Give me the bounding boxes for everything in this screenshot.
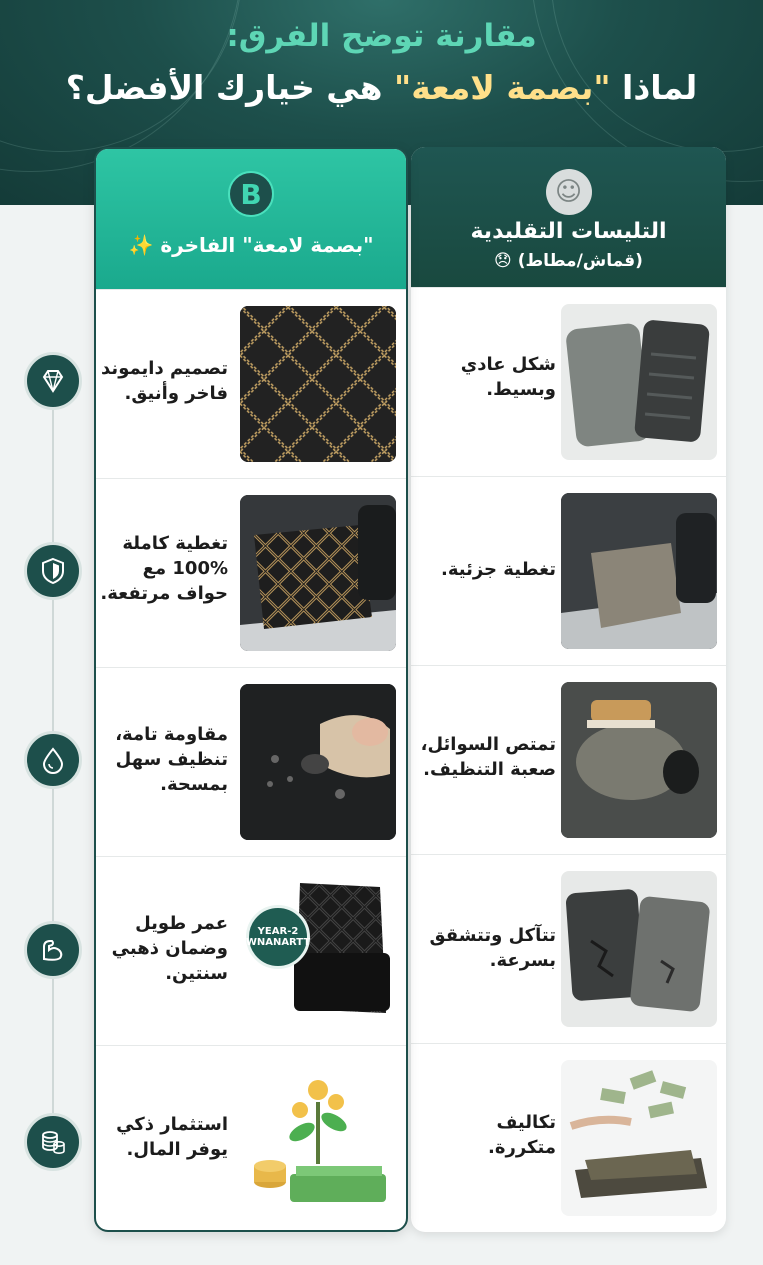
page-title-line1: مقارنة توضح الفرق: bbox=[226, 18, 537, 54]
traditional-row bbox=[411, 476, 726, 666]
brand-row bbox=[96, 289, 406, 479]
full-coverage-image bbox=[240, 495, 396, 651]
row-text: تتآكل وتتشقق بسرعة. bbox=[429, 925, 556, 971]
brand-row bbox=[96, 667, 406, 857]
row-text: تغطية جزئية. bbox=[440, 559, 556, 580]
traditional-column bbox=[411, 147, 726, 1232]
coins-icon bbox=[24, 1113, 82, 1171]
row-text: تصميم دايموند فاخر وأنيق. bbox=[101, 358, 228, 404]
page-title-line2: لماذا "بصمة لامعة" هي خيارك الأفضل؟ bbox=[65, 68, 698, 107]
traditional-row bbox=[411, 1043, 726, 1232]
row-text: تكاليف متكررة. bbox=[488, 1112, 556, 1158]
brand-header bbox=[96, 149, 406, 289]
stained-mat-image bbox=[561, 682, 717, 838]
brand-row bbox=[96, 856, 406, 1046]
water-resistant-image bbox=[240, 684, 396, 840]
traditional-title: التليسات التقليدية bbox=[470, 219, 667, 244]
money-old-mats-image bbox=[561, 1060, 717, 1216]
warranty-badge: 2-YEAR WNANARTT bbox=[246, 905, 310, 969]
strength-icon bbox=[24, 921, 82, 979]
brand-column bbox=[94, 147, 408, 1232]
row-text: تمتص السوائل، صعبة التنظيف. bbox=[420, 734, 556, 780]
brand-highlight: "بصمة لامعة" bbox=[394, 68, 611, 107]
brand-title: "بصمة لامعة" الفاخرة ✨ bbox=[128, 233, 374, 257]
row-text: مقاومة تامة، تنظيف سهل بمسحة. bbox=[115, 724, 228, 795]
brand-row bbox=[96, 478, 406, 668]
traditional-row bbox=[411, 665, 726, 855]
b-logo-icon: B bbox=[228, 171, 274, 217]
traditional-row bbox=[411, 287, 726, 477]
traditional-subtitle: (قماش/مطاط) 😞 bbox=[494, 251, 643, 271]
worn-mats-image bbox=[561, 304, 717, 460]
diamond-icon bbox=[24, 352, 82, 410]
smiley-icon: ☺ bbox=[546, 169, 592, 215]
row-text: استثمار ذكي يوفر المال. bbox=[116, 1114, 228, 1160]
row-text: تغطية كاملة 100% مع حواف مرتفعة. bbox=[100, 533, 228, 604]
shield-icon bbox=[24, 542, 82, 600]
diamond-leather-image bbox=[240, 306, 396, 462]
brand-row bbox=[96, 1045, 406, 1232]
money-plant-image bbox=[240, 1062, 396, 1218]
cracked-mats-image bbox=[561, 871, 717, 1027]
water-drop-icon bbox=[24, 731, 82, 789]
traditional-header bbox=[411, 147, 726, 287]
row-text: عمر طويل وضمان ذهبي سنتين. bbox=[111, 913, 228, 984]
traditional-row bbox=[411, 854, 726, 1044]
row-text: شكل عادي وبسيط. bbox=[460, 354, 556, 400]
partial-mat-image bbox=[561, 493, 717, 649]
